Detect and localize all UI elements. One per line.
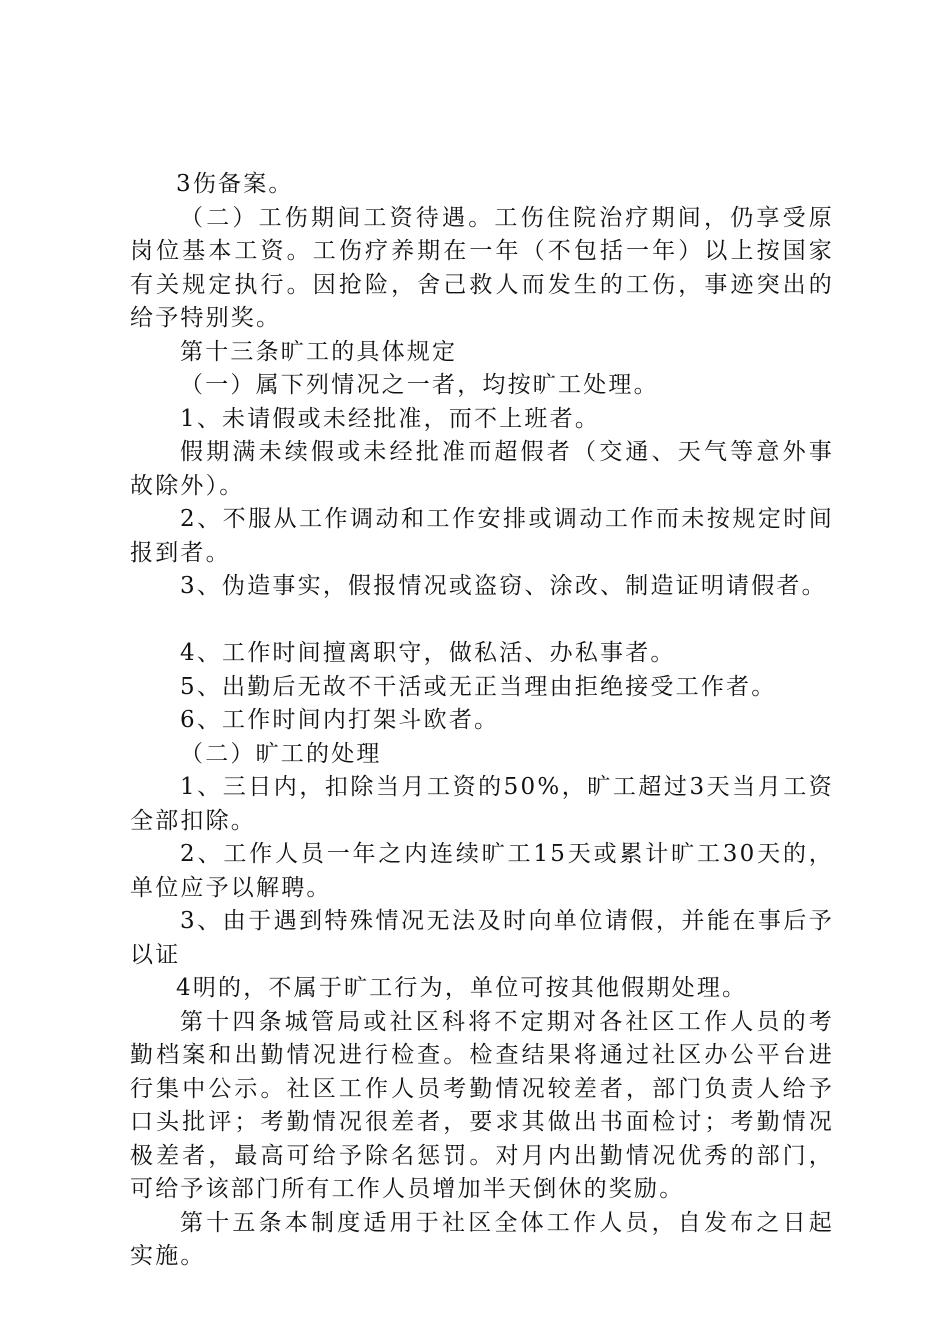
- absence-condition-4: 4、工作时间擅离职守，做私活、办私事者。: [180, 640, 676, 666]
- absence-condition-3: 3、伪造事实，假报情况或盗窃、涂改、制造证明请假者。: [180, 573, 827, 599]
- absence-condition-5: 5、出勤后无故不干活或无正当理由拒绝接受工作者。: [180, 673, 777, 700]
- paragraph-injury-filing: 3伤备案。: [176, 171, 294, 197]
- article-14-paragraph: 第十四条城管局或社区科将不定期对各社区工作人员的考勤档案和出勤情况进行检查。检查结果将通过社区办公平台进行集中公示。社区工作人员考勤情况较差者，部门负责人给予口头批评；考勤情况很差者，要求其做出书面检讨；考勤情况极差者，最高可给予除名惩罚。对月内出勤情况优秀的部门，可给予该部门所有工作人员增加半天倒休的奖励。: [130, 1008, 834, 1202]
- absence-handling-heading: （二）旷工的处理: [180, 740, 382, 767]
- document-body: [130, 168, 834, 1274]
- absence-conditions-heading: （一）属下列情况之一者，均按旷工处理。: [180, 372, 659, 398]
- absence-condition-2: 2、不服从工作调动和工作安排或调动工作而未按规定时间报到者。: [130, 506, 834, 566]
- article-15-paragraph: 第十五条本制度适用于社区全体工作人员，自发布之日起实施。: [130, 1209, 834, 1269]
- paragraph-injury-wages: （二）工伤期间工资待遇。工伤住院治疗期间，仍享受原岗位基本工资。工伤疗养期在一年（不包括一年）以上按国家有关规定执行。因抢险，舍己救人而发生的工伤，事迹突出的给予特别奖。: [130, 204, 834, 331]
- article-13-heading: 第十三条旷工的具体规定: [180, 338, 458, 365]
- absence-condition-overstay: 假期满未续假或未经批准而超假者（交通、天气等意外事故除外）。: [130, 439, 834, 499]
- absence-handling-3: 3、由于遇到特殊情况无法及时向单位请假，并能在事后予以证: [130, 908, 834, 968]
- absence-handling-2: 2、工作人员一年之内连续旷工15天或累计旷工30天的，单位应予以解聘。: [130, 841, 834, 901]
- absence-condition-6: 6、工作时间内打架斗欧者。: [180, 707, 500, 733]
- absence-handling-3-continued: 4明的，不属于旷工行为，单位可按其他假期处理。: [176, 975, 748, 1001]
- absence-condition-1: 1、未请假或未经批准，而不上班者。: [180, 405, 601, 432]
- absence-handling-1: 1、三日内，扣除当月工资的50%，旷工超过3天当月工资全部扣除。: [130, 774, 834, 834]
- blank-line: [130, 604, 834, 638]
